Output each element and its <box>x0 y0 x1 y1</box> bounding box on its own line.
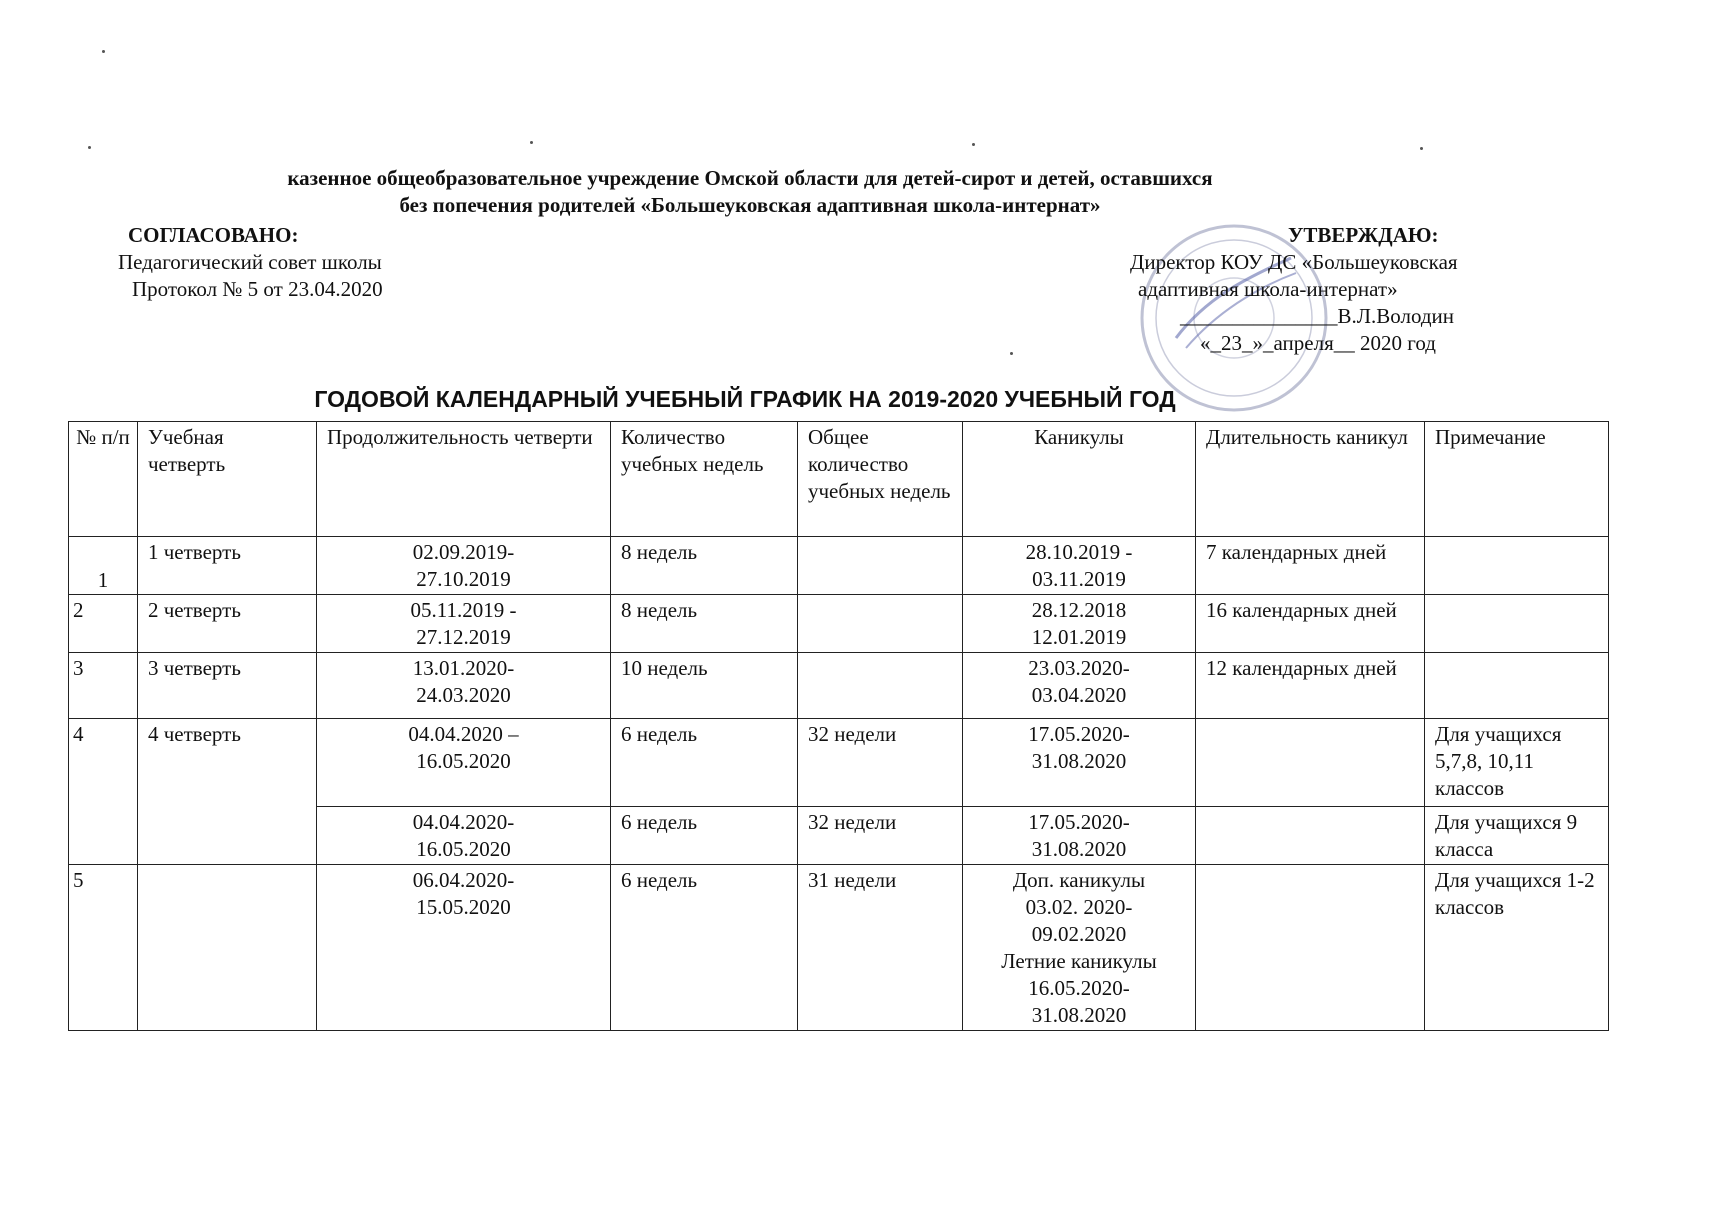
cell-total-weeks: 31 недели <box>798 865 963 1031</box>
schedule-table <box>68 421 1609 1031</box>
header-quarter: Учебная четверть <box>138 422 317 537</box>
cell-weeks: 6 недель <box>611 865 798 1031</box>
cell-total-weeks <box>798 595 963 653</box>
cell-weeks: 8 недель <box>611 537 798 595</box>
header-num: № п/п <box>69 422 138 537</box>
approve-date: «_23_»_апреля__ 2020 год <box>1200 331 1436 355</box>
scan-speck <box>1420 147 1423 150</box>
table-row <box>69 719 1609 807</box>
cell-holidays: 23.03.2020- 03.04.2020 <box>963 653 1196 719</box>
cell-quarter: 4 четверть <box>138 719 317 865</box>
cell-holiday-length: 12 календарных дней <box>1196 653 1425 719</box>
cell-holidays: 17.05.2020- 31.08.2020 <box>963 719 1196 807</box>
scan-speck <box>88 146 91 149</box>
header-total-weeks: Общее количество учебных недель <box>798 422 963 537</box>
cell-quarter <box>138 865 317 1031</box>
header-duration: Продолжительность четверти <box>317 422 611 537</box>
approve-heading: УТВЕРЖДАЮ: <box>1288 223 1439 247</box>
agreed-heading: СОГЛАСОВАНО: <box>128 223 299 247</box>
cell-total-weeks <box>798 537 963 595</box>
header-holidays: Каникулы <box>963 422 1196 537</box>
cell-duration: 02.09.2019- 27.10.2019 <box>317 537 611 595</box>
cell-weeks: 10 недель <box>611 653 798 719</box>
table-row <box>69 653 1609 719</box>
table-header-row <box>69 422 1609 537</box>
cell-note: Для учащихся 9 класса <box>1425 807 1609 865</box>
cell-holiday-length <box>1196 865 1425 1031</box>
scan-speck <box>972 143 975 146</box>
cell-total-weeks <box>798 653 963 719</box>
cell-total-weeks: 32 недели <box>798 719 963 807</box>
cell-holidays: 28.12.2018 12.01.2019 <box>963 595 1196 653</box>
agreed-protocol: Протокол № 5 от 23.04.2020 <box>132 277 383 301</box>
cell-holiday-length: 16 календарных дней <box>1196 595 1425 653</box>
cell-quarter: 1 четверть <box>138 537 317 595</box>
cell-num: 2 <box>69 595 138 653</box>
cell-note <box>1425 537 1609 595</box>
table-row <box>69 595 1609 653</box>
document-title: ГОДОВОЙ КАЛЕНДАРНЫЙ УЧЕБНЫЙ ГРАФИК НА 2019-2020 УЧЕБНЫЙ ГОД <box>314 386 1176 412</box>
cell-holiday-length: 7 календарных дней <box>1196 537 1425 595</box>
cell-note <box>1425 595 1609 653</box>
header-weeks: Количество учебных недель <box>611 422 798 537</box>
approve-school: адаптивная школа-интернат» <box>1138 277 1398 301</box>
org-name-line-1: казенное общеобразовательное учреждение Омской области для детей-сирот и детей, оставшихся <box>287 166 1213 190</box>
cell-holidays: 28.10.2019 - 03.11.2019 <box>963 537 1196 595</box>
approve-signature: _______________В.Л.Володин <box>1180 304 1455 328</box>
header-note: Примечание <box>1425 422 1609 537</box>
cell-note <box>1425 653 1609 719</box>
cell-holiday-length <box>1196 719 1425 807</box>
cell-duration: 13.01.2020- 24.03.2020 <box>317 653 611 719</box>
approve-director: Директор КОУ ДС «Большеуковская <box>1130 250 1458 274</box>
cell-num: 3 <box>69 653 138 719</box>
cell-weeks: 6 недель <box>611 807 798 865</box>
cell-duration: 04.04.2020- 16.05.2020 <box>317 807 611 865</box>
cell-quarter: 3 четверть <box>138 653 317 719</box>
header-holiday-length: Длительность каникул <box>1196 422 1425 537</box>
cell-note: Для учащихся 5,7,8, 10,11 классов <box>1425 719 1609 807</box>
cell-total-weeks: 32 недели <box>798 807 963 865</box>
cell-num: 5 <box>69 865 138 1031</box>
table-row <box>69 865 1609 1031</box>
scan-speck <box>1010 352 1013 355</box>
cell-quarter: 2 четверть <box>138 595 317 653</box>
cell-weeks: 6 недель <box>611 719 798 807</box>
agreed-council: Педагогический совет школы <box>118 250 382 274</box>
scan-speck <box>530 141 533 144</box>
cell-note: Для учащихся 1-2 классов <box>1425 865 1609 1031</box>
cell-holiday-length <box>1196 807 1425 865</box>
cell-duration: 04.04.2020 – 16.05.2020 <box>317 719 611 807</box>
org-name-line-2: без попечения родителей «Большеуковская адаптивная школа-интернат» <box>399 193 1101 217</box>
cell-weeks: 8 недель <box>611 595 798 653</box>
table-row <box>69 537 1609 595</box>
cell-num: 1 <box>69 537 138 595</box>
cell-holidays: 17.05.2020- 31.08.2020 <box>963 807 1196 865</box>
agreed-block <box>118 224 383 303</box>
cell-num: 4 <box>69 719 138 865</box>
cell-duration: 06.04.2020- 15.05.2020 <box>317 865 611 1031</box>
scan-speck <box>102 50 105 53</box>
cell-duration: 05.11.2019 - 27.12.2019 <box>317 595 611 653</box>
approve-block <box>1130 224 1458 357</box>
cell-holidays: Доп. каникулы 03.02. 2020- 09.02.2020 Летние каникулы 16.05.2020- 31.08.2020 <box>963 865 1196 1031</box>
